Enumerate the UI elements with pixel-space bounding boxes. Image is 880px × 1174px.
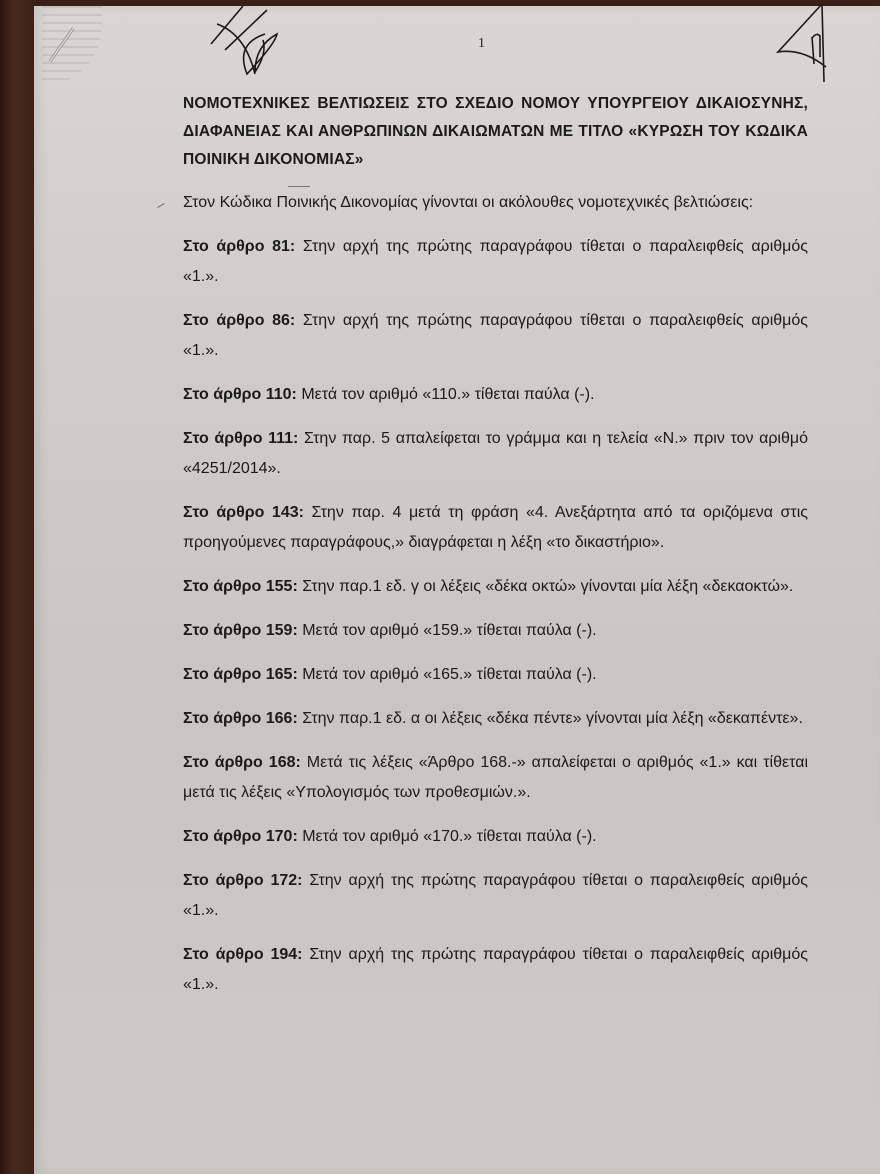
article-reference: Στο άρθρο 172: (183, 872, 303, 889)
article-reference: Στο άρθρο 165: (183, 666, 298, 683)
article-reference: Στο άρθρο 159: (183, 622, 298, 639)
amendment-text: Μετά τις λέξεις «Άρθρο 168.-» απαλείφεται ο αριθμός «1.» και τίθεται μετά τις λέξεις «Υπολογισμός των προθεσμιών.». (183, 754, 809, 801)
intro-paragraph: Στον Κώδικα Ποινικής Δικονομίας γίνονται οι ακόλουθες νομοτεχνικές βελτιώσεις: (183, 194, 754, 211)
amendment-text: Μετά τον αριθμό «110.» τίθεται παύλα (-). (296, 386, 595, 403)
article-reference: Στο άρθρο 143: (183, 504, 304, 521)
amendment-item (183, 424, 808, 484)
amendment-item (183, 704, 808, 734)
amendment-item (183, 380, 808, 410)
article-reference: Στο άρθρο 81: (183, 238, 296, 255)
article-reference: Στο άρθρο 166: (183, 710, 298, 727)
amendment-text: Μετά τον αριθμό «159.» τίθεται παύλα (-). (297, 622, 597, 639)
amendment-item (183, 822, 808, 852)
amendment-text: Στην αρχή της πρώτης παραγράφου τίθεται ο παραλειφθείς αριθμός «1.». (183, 238, 808, 285)
amendment-item (183, 616, 808, 646)
amendment-item (183, 572, 808, 602)
article-reference: Στο άρθρο 86: (183, 312, 296, 329)
document-title: ΝΟΜΟΤΕΧΝΙΚΕΣ ΒΕΛΤΙΩΣΕΙΣ ΣΤΟ ΣΧΕΔΙΟ ΝΟΜΟΥ ΥΠΟΥΡΓΕΙΟΥ ΔΙΚΑΙΟΣΥΝΗΣ, ΔΙΑΦΑΝΕΙΑΣ ΚΑΙ ΑΝΘΡΩΠΙΝΩΝ ΔΙΚΑΙΩΜΑΤΩΝ ΜΕ ΤΙΤΛΟ «ΚΥΡΩΣΗ ΤΟΥ ΚΩΔΙΚΑ ΠΟΙΝΙΚΗ ΔΙΚΟΝΟΜΙΑΣ» (183, 95, 808, 168)
amendment-text: Στην παρ. 5 απαλείφεται το γράμμα και η τελεία «Ν.» πριν τον αριθμό «4251/2014». (183, 430, 809, 477)
amendment-text: Στην παρ.1 εδ. α οι λέξεις «δέκα πέντε» γίνονται μία λέξη «δεκαπέντε». (297, 710, 803, 727)
document-body (183, 90, 808, 1014)
amendment-item (183, 306, 808, 366)
signature-left-icon (205, 4, 305, 79)
amendment-text: Στην αρχή της πρώτης παραγράφου τίθεται ο παραλειφθείς αριθμός «1.». (183, 312, 808, 359)
amendment-item (183, 498, 808, 558)
amendment-item (183, 660, 808, 690)
article-reference: Στο άρθρο 111: (183, 430, 299, 447)
desk-background (0, 0, 36, 1174)
article-reference: Στο άρθρο 194: (183, 946, 303, 963)
article-reference: Στο άρθρο 170: (183, 828, 298, 845)
signature-right-icon (772, 2, 842, 87)
amendment-item (183, 940, 808, 1000)
article-reference: Στο άρθρο 168: (183, 754, 301, 771)
amendment-text: Στην παρ. 4 μετά τη φράση «4. Ανεξάρτητα από τα οριζόμενα στις προηγούμενες παραγράφους,» διαγράφεται η λέξη «το δικαστήριο». (183, 504, 809, 551)
amendment-text: Στην παρ.1 εδ. γ οι λέξεις «δέκα οκτώ» γίνονται μία λέξη «δεκαοκτώ». (297, 578, 794, 595)
amendment-item (183, 866, 808, 926)
article-reference: Στο άρθρο 155: (183, 578, 298, 595)
amendment-text: Μετά τον αριθμό «165.» τίθεται παύλα (-). (297, 666, 597, 683)
amendment-text: Μετά τον αριθμό «170.» τίθεται παύλα (-). (297, 828, 597, 845)
page-number: 1 (478, 36, 485, 51)
amendment-text: Στην αρχή της πρώτης παραγράφου τίθεται ο παραλειφθείς αριθμός «1.». (183, 946, 809, 993)
amendment-item (183, 748, 808, 808)
article-reference: Στο άρθρο 110: (183, 386, 297, 403)
amendment-item (183, 232, 808, 292)
amendment-text: Στην αρχή της πρώτης παραγράφου τίθεται ο παραλειφθείς αριθμός «1.». (183, 872, 809, 919)
